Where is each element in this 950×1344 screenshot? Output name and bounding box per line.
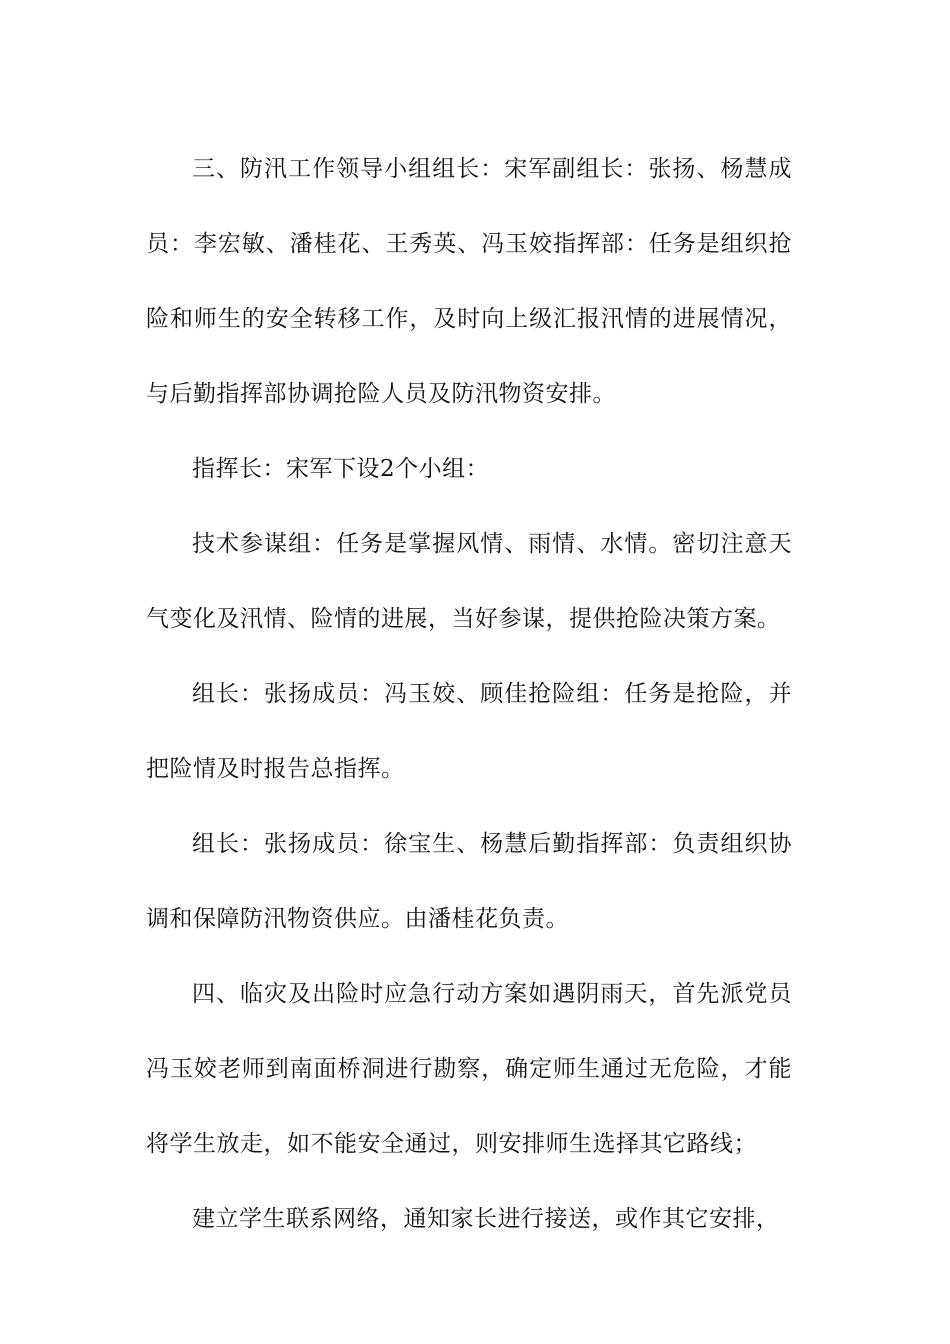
- paragraph-technical-advisory-group: 技术参谋组：任务是掌握风情、雨情、水情。密切注意天气变化及汛情、险情的进展，当好参谋，提供抢险决策方案。: [146, 531, 792, 632]
- paragraph-logistics-command: 组长：张扬成员：徐宝生、杨慧后勤指挥部：负责组织协调和保障防汛物资供应。由潘桂花负责。: [146, 831, 792, 932]
- paragraph-emergency-action-plan: 四、临灾及出险时应急行动方案如遇阴雨天，首先派党员冯玉姣老师到南面桥洞进行勘察，确定师生通过无危险，才能将学生放走，如不能安全通过，则安排师生选择其它路线；: [146, 981, 792, 1157]
- paragraph-student-contact-network: 建立学生联系网络，通知家长进行接送，或作其它安排，: [192, 1206, 780, 1232]
- paragraph-commander: 指挥长：宋军下设2个小组：: [192, 456, 490, 482]
- paragraph-rescue-group: 组长：张扬成员：冯玉姣、顾佳抢险组：任务是抢险，并把险情及时报告总指挥。: [146, 681, 792, 782]
- paragraph-flood-leadership-group: 三、防汛工作领导小组组长：宋军副组长：张扬、杨慧成员：李宏敏、潘桂花、王秀英、冯玉姣指挥部：任务是组织抢险和师生的安全转移工作，及时向上级汇报汛情的进展情况，与后勤指挥部协调抢险人员及防汛物资安排。: [146, 156, 792, 407]
- document-body: [146, 132, 792, 1257]
